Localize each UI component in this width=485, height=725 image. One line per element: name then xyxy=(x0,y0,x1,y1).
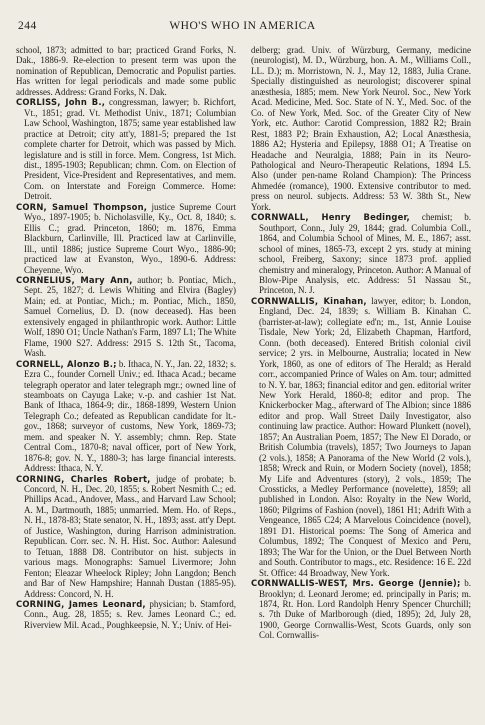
biography-entry: CORN, Samuel Thompson, justice Supreme Court Wyo., 1897-1905; b. Nicholasville, Ky., Oct. 8, 1840; s. Ellis C.; grad. Princeton, 1860; m. 1876, Emma Blackburn, Carlinville, Ill. Practiced law at Carlinville, Ill., until 1886; justice Supreme Court Wyo., 1886-90; practiced law at Evanston, Wyo., 1890-6. Address: Cheyenne, Wyo. xyxy=(16,201,236,275)
entry-name: CORNING, James Leonard, xyxy=(16,599,146,610)
biography-entry-continued: delberg; grad. Univ. of Würzburg, Germany, medicine (neurologist), M. D., Würzburg, hon. A. M., Williams Coll., LL. D.); m. Morristown, N. J., May 12, 1883, Julia Crane. Specially distinguished as neurologist; discoverer spinal anæsthesia, 1885; mem. New York Neurol. Soc., New York Acad. Medicine, Med. Soc. State of N. Y., Med. Soc. of the Co. of New York, Med. Soc. of the Greater City of New York, etc. Author: Carotid Compression, 1882 R2; Brain Rest, 1883 P2; Brain Exhaustion, A2; Local Anæsthesia, 1886 A2; Hysteria and Epilepsy, 1888 O1; A Treatise on Headache and Neuralgia, 1888; Pain in its Neuro-Pathological and Neuro-Therapeutic Relations, 1894 L5. Also (under pen-name Roland Champion): The Princess Ahmedée (romance), 1900. Extensive contributor to med. press on neurol. subjects. Address: 53 W. 38th St., New York. xyxy=(251,45,471,212)
entry-name: CORLISS, John B., xyxy=(16,97,106,108)
entry-name: CORN, Samuel Thompson, xyxy=(16,201,148,212)
page-number: 244 xyxy=(18,20,37,32)
running-title: WHO'S WHO IN AMERICA xyxy=(169,20,316,32)
biography-entry: CORNWALLIS, Kinahan, lawyer, editor; b. London, England, Dec. 24, 1839; s. William B. Kinahan C. (barrister-at-law); collegiate ed'n; m., 1st, Annie Louise Tisdale, New York; 2d, Elizabeth Chapman, Hartford, Conn. (both deceased). Entered British colonial civil service; 2 yrs. in Melbourne, Australia; located in New York, 1860, as one of editors of The Herald; as Herald corr., accompanied Prince of Wales on Am. tour; admitted to N. Y. bar, 1863; financial editor and gen. editorial writer New York Herald, 1860-8; editor and prop. The Knickerbocker Mag., afterward of The Albion; since 1886 editor and prop. Wall Street Daily Investigator, also continuing law practice. Author: Howard Plunkett (novel), 1857; An Australian Poem, 1857; The New El Dorado, or British Columbia (travels), 1857; Two Journeys to Japan (2 vols.), 1858; A Panorama of the New World (2 vols.), 1858; Wreck and Ruin, or Modern Society (novel), 1858; My Life and Adventures (story), 2 vols., 1859; The Crossticks, a Medley Performance (novelette), 1859; all published in London. Also: Royalty in the New World, 1860; Pilgrims of Fashion (novel), 1861 H1; Adrift With a Vengeance, 1865 C24; A Marvelous Coincidence (novel), 1891 D1. Historical poems: The Song of America and Columbus, 1892; The Conquest of Mexico and Peru, 1893; The War for the Union, or the Duel Between North and South. Contributor to mags., etc. Residence: 16 E. 22d St. Office: 44 Broadway, New York. xyxy=(251,295,472,578)
biography-entry: CORNWALL, Henry Bedinger, chemist; b. Southport, Conn., July 29, 1844; grad. Columbia Coll., 1864, and Columbia School of Mines, M. E., 1867; asst. school of mines, 1865-73, except 2 yrs. study at mining school, Freiberg, Saxony; since 1873 prof. applied chemistry and mineralogy, Princeton. Author: A Manual of Blow-Pipe Analysis, etc. Address: 51 Nassau St., Princeton, N. J. xyxy=(251,212,472,296)
biography-entry: CORNELIUS, Mary Ann, author; b. Pontiac, Mich., Sept. 25, 1827; d. Lewis Whiting and Elvira (Bagley) Main; ed. at Pontiac, Mich.; m. Pontiac, Mich., 1850, Samuel Cornelius, D. D. (now deceased). Has been extensively engaged in philanthropic work. Author: Little Wolf, 1890 O1; Uncle Nathan's Farm, 1897 L1; The White Flame, 1900 S27. Address: 2915 S. 12th St., Tacoma, Wash. xyxy=(16,274,236,359)
running-header xyxy=(0,20,485,34)
entry-name: CORNWALL, Henry Bedinger, xyxy=(251,212,410,223)
right-column xyxy=(251,45,471,641)
entry-name: CORNING, Charles Robert, xyxy=(16,473,151,484)
left-column xyxy=(16,45,236,630)
entry-name: CORNELIUS, Mary Ann, xyxy=(16,274,133,285)
biography-entry: CORNING, James Leonard, physician; b. Stamford, Conn., Aug. 28, 1855; s. Rev. James Leonard C.; ed. Riverview Mil. Acad., Poughkeepsie, N. Y.; Univ. of Hei- xyxy=(16,599,236,630)
biography-entry-continued: school, 1873; admitted to bar; practiced Grand Forks, N. Dak., 1886-9. Re-election to present term was upon the nomination of Republican, Democratic and Populist parties. Has written for legal periodicals and made some public addresses. Address: Grand Forks, N. Dak. xyxy=(16,45,236,97)
biography-entry: CORNWALLIS-WEST, Mrs. George (Jennie); b. Brooklyn; d. Leonard Jerome; ed. principally in Paris; m. 1874, Rt. Hon. Lord Randolph Henry Spencer Churchill; s. 7th Duke of Marlborough (died, 1895); 2d, July 28, 1900, George Cornwallis-West, Scots Guards, only son Col. Cornwallis- xyxy=(251,578,472,641)
entry-name: CORNWALLIS, Kinahan, xyxy=(251,295,367,306)
biography-entry: CORNING, Charles Robert, judge of probate; b. Concord, N. H., Dec. 20, 1855; s. Robert Nesmith C.; ed. Phillips Acad., Andover, Mass., and Harvard Law School; A. M., Dartmouth, 1885; unmarried. Mem. Ho. of Reps., N. H., 1878-83; State senator, N. H., 1893; asst. att'y Dept. of Justice, Washington, during Harrison administration. Republican. Corr. sec. N. H. Hist. Soc. Author: Aalesund to Tetuan, 1888 D8. Contributor on hist. subjects in various mags. Monographs: Samuel Livermore; John Fenton; Eleazar Wheelock Ripley; John Langdon; Bench and Bar of New Hampshire; Hannah Dustan (1885-95). Address: Concord, N. H. xyxy=(16,473,237,599)
biography-entry: CORNELL, Alonzo B.; b. Ithaca, N. Y., Jan. 22, 1832; s. Ezra C., founder Cornell Univ.; ed. Ithaca Acad.; became telegraph operator and later telegraph mgr.; owned line of steamboats on Cayuga Lake; v.-p. and cashier 1st Nat. Bank of Ithaca, 1864-9; dir., 1868-1899, Western Union Telegraph Co.; defeated as Republican candidate for lt.-gov., 1868; surveyor of customs, New York, 1869-73; mem. and speaker N. Y. assembly; chmn. Rep. State Central Com., 1870-8; naval officer, port of New York, 1876-8; gov. N. Y., 1880-3; has large financial interests. Address: Ithaca, N. Y. xyxy=(16,358,236,474)
biography-entry: CORLISS, John B., congressman, lawyer; b. Richfort, Vt., 1851; grad. Vt. Methodist Univ., 1871; Columbian Law School, Washington, 1875; same year established law practice at Detroit; city att'y, 1881-5; prepared the 1st complete charter for Detroit, which was passed by Mich. legislature and is still in force. Mem. Congress, 1st Mich. dist., 1895-1903; Republican; chmn. Com. on Election of President, Vice-President and Representatives, and mem. Com. on Interstate and Foreign Commerce. Home: Detroit. xyxy=(16,97,237,202)
entry-name: CORNELL, Alonzo B.; xyxy=(16,358,117,369)
entry-name: CORNWALLIS-WEST, Mrs. George (Jennie); xyxy=(251,578,461,589)
